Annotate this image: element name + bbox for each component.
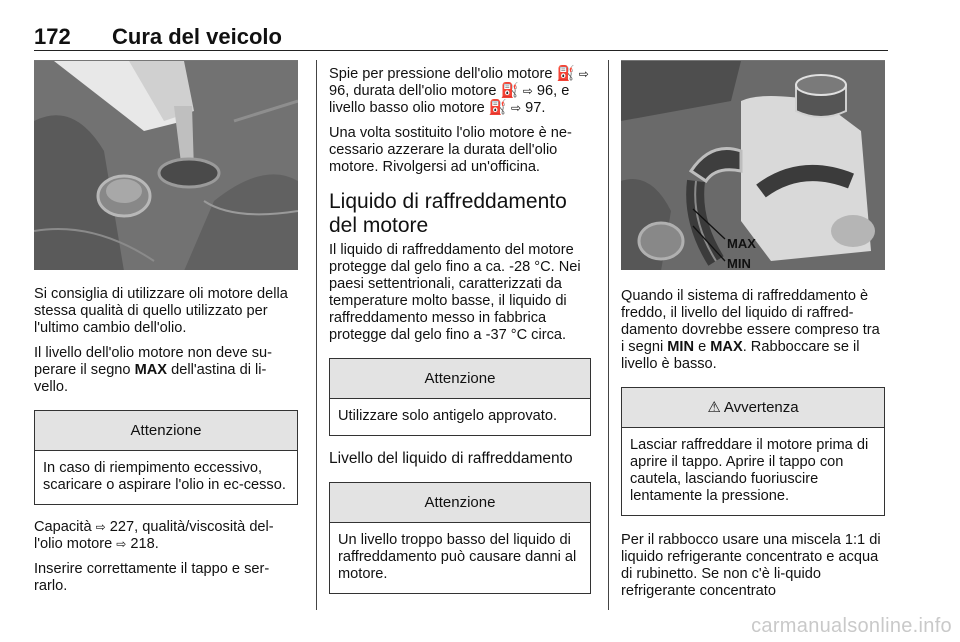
page-number: 172 [34, 24, 71, 49]
paragraph: Si consiglia di utilizzare oli motore della stessa qualità di quello utilizzato per l'ultimo cambio dell'olio. [34, 286, 288, 336]
page-ref-arrow-icon: ⇨ [116, 537, 127, 551]
page-header [34, 24, 282, 50]
page-ref-arrow-icon: ⇨ [578, 67, 589, 81]
middle-column [329, 66, 591, 594]
paragraph: Il livello dell'olio motore non deve su-perare il segno MAX dell'astina di li-vello. [34, 345, 273, 395]
max-mark-label: MAX [134, 362, 168, 378]
warning-triangle-icon: ⚠ [707, 399, 721, 416]
caution-box [34, 410, 298, 505]
min-label: MIN [727, 256, 751, 270]
paragraph: Per il rabbocco usare una miscela 1:1 di liquido refrigerante concentrato e acqua di rubinetto. Se non c'è li-quido refrigerante concentrato [621, 532, 881, 599]
page-title: Cura del veicolo [112, 24, 282, 49]
max-label: MAX [727, 236, 756, 251]
warning-box-text: Lasciar raffreddare il motore prima di aprire il tappo. Aprire il tappo con cautela, lasciando fuoriuscire lentamente la pressione. [630, 437, 869, 504]
section-heading: Liquido di raffreddamento del motore [329, 190, 567, 237]
column-divider [608, 60, 609, 610]
caution-box-title: Attenzione [330, 483, 590, 523]
caution-box-title: Attenzione [330, 359, 590, 399]
header-rule [34, 50, 888, 51]
oil-can-icon: ⛽ [556, 66, 575, 82]
page-ref-arrow-icon: ⇨ [511, 101, 522, 115]
caution-box [329, 358, 591, 436]
page-ref-arrow-icon: ⇨ [95, 520, 106, 534]
paragraph: Spie per pressione dell'olio motore ⛽ ⇨ 96, durata dell'olio motore ⛽ ⇨ 96, e livello basso olio motore ⛽ ⇨ 97. [329, 66, 589, 116]
warning-box-title: ⚠ Avvertenza [622, 388, 884, 428]
warning-box [621, 387, 885, 516]
page-ref-arrow-icon: ⇨ [522, 84, 533, 98]
paragraph: Inserire correttamente il tappo e ser-rarlo. [34, 561, 270, 594]
caution-box-text: Un livello troppo basso del liquido di raffreddamento può causare danni al motore. [338, 532, 577, 582]
paragraph: Quando il sistema di raffreddamento è freddo, il livello del liquido di raffred-damento dovrebbe essere compreso tra i segni MIN e MAX. Rabboccare se il livello è basso. [621, 288, 880, 372]
subsection-heading: Livello del liquido di raffreddamento [329, 450, 573, 467]
paragraph: Il liquido di raffreddamento del motore protegge dal gelo fino a ca. -28 °C. Nei paesi settentrionali, caratterizzati da temperature molto basse, il liquido di raffreddamento messo in fabbrica protegge dal gelo fino a -37 °C circa. [329, 242, 581, 343]
caution-box-title: Attenzione [35, 411, 297, 451]
column-divider [316, 60, 317, 610]
oil-filling-photo [34, 60, 298, 270]
paragraph: Capacità ⇨ 227, qualità/viscosità del-l'olio motore ⇨ 218. [34, 519, 274, 552]
caution-box-text: In caso di riempimento eccessivo, scaricare o aspirare l'olio in ec-cesso. [43, 460, 286, 493]
left-column [34, 60, 298, 595]
caution-box-text: Utilizzare solo antigelo approvato. [338, 408, 558, 424]
oil-can-icon: ⛽ [500, 83, 519, 99]
oil-can-icon: ⛽ [488, 100, 507, 116]
coolant-reservoir-photo [621, 60, 885, 270]
right-column [621, 60, 885, 600]
watermark: carmanualsonline.info [751, 615, 952, 637]
paragraph: Una volta sostituito l'olio motore è ne-cessario azzerare la durata dell'olio motore. Rivolgersi ad un'officina. [329, 125, 572, 175]
caution-box [329, 482, 591, 594]
